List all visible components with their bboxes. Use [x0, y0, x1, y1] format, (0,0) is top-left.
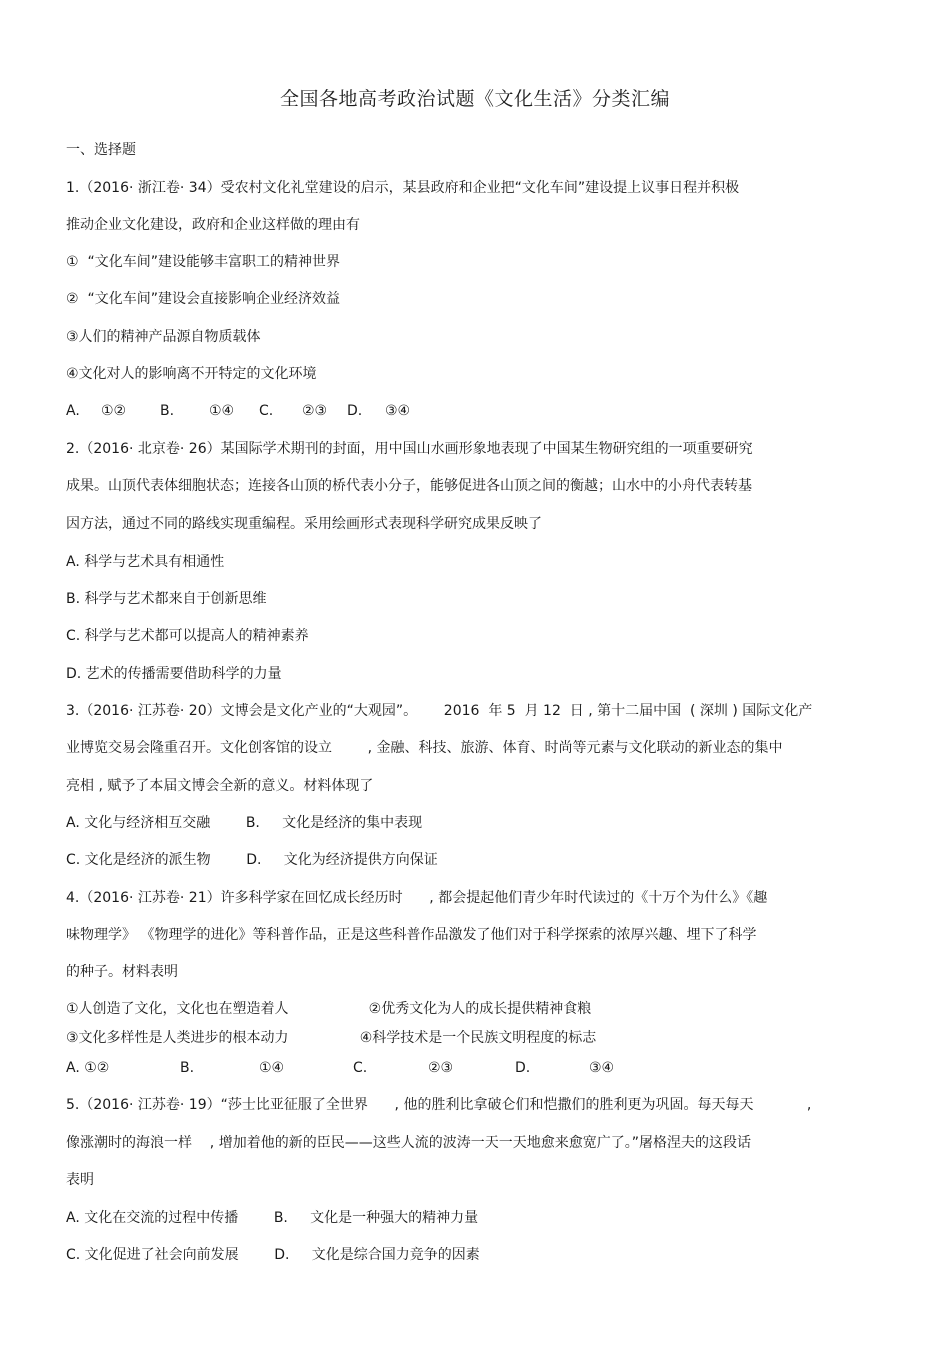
- section-heading: 一、选择题: [66, 142, 136, 158]
- q1-statement-2: ② “文化车间”建设会直接影响企业经济效益: [66, 291, 340, 307]
- q1-option-a-value: ①②: [101, 403, 127, 419]
- q4-stem-line-2: 味物理学》 《物理学的进化》等科普作品，正是这些科普作品激发了他们对于科学探索的浓厚兴趣、埋下了科学: [66, 927, 757, 943]
- q3-options-ab: A. 文化与经济相互交融 B. 文化是经济的集中表现: [66, 815, 423, 831]
- q1-option-c-value: ②③: [302, 403, 328, 419]
- q1-statement-3: ③人们的精神产品源自物质载体: [66, 329, 261, 345]
- q4-option-d-letter: D.: [515, 1060, 531, 1076]
- q4-statements-34: ③文化多样性是人类进步的根本动力 ④科学技术是一个民族文明程度的标志: [66, 1030, 597, 1046]
- q4-stem-line-1: 4.（2016· 江苏卷· 21）许多科学家在回忆成长经历时 , 都会提起他们青少年时代读过的《十万个为什么》《趣: [66, 890, 768, 906]
- q1-option-d-letter: D.: [347, 403, 363, 419]
- q3-options-cd: C. 文化是经济的派生物 D. 文化为经济提供方向保证: [66, 852, 438, 868]
- q2-stem-line-1: 2.（2016· 北京卷· 26）某国际学术期刊的封面，用中国山水画形象地表现了中国某生物研究组的一项重要研究: [66, 441, 753, 457]
- q1-option-c-letter: C.: [259, 403, 274, 419]
- q2-option-c: C. 科学与艺术都可以提高人的精神素养: [66, 628, 309, 644]
- q5-stem-line-3: 表明: [66, 1172, 94, 1188]
- q2-stem-line-2: 成果。山顶代表体细胞状态；连接各山顶的桥代表小分子，能够促进各山顶之间的衡越；山水中的小舟代表转基: [66, 478, 752, 494]
- q2-option-b: B. 科学与艺术都来自于创新思维: [66, 591, 267, 607]
- q4-option-c-value: ②③: [428, 1060, 454, 1076]
- q4-option-d-value: ③④: [589, 1060, 615, 1076]
- q3-stem-line-3: 亮相 , 赋予了本届文博会全新的意义。材料体现了: [66, 778, 374, 794]
- q2-stem-line-3: 因方法，通过不同的路线实现重编程。采用绘画形式表现科学研究成果反映了: [66, 516, 542, 532]
- q1-statement-1: ① “文化车间”建设能够丰富职工的精神世界: [66, 254, 340, 270]
- q4-stem-line-3: 的种子。材料表明: [66, 964, 178, 980]
- q5-stem-line-1: 5.（2016· 江苏卷· 19）“莎士比亚征服了全世界 , 他的胜利比拿破仑们和恺撒们的胜利更为巩固。每天每天 ,: [66, 1097, 812, 1113]
- q3-stem-line-1: 3.（2016· 江苏卷· 20）文博会是文化产业的“大观园”。 2016 年 5 月 12 日 , 第十二届中国 ( 深圳 ) 国际文化产: [66, 703, 813, 719]
- q1-stem-line-1: 1.（2016· 浙江卷· 34）受农村文化礼堂建设的启示，某县政府和企业把“文化车间”建设提上议事日程并积极: [66, 180, 740, 196]
- q2-option-d: D. 艺术的传播需要借助科学的力量: [66, 666, 282, 682]
- q1-statement-4: ④文化对人的影响离不开特定的文化环境: [66, 366, 317, 382]
- q4-statements-12: ①人创造了文化，文化也在塑造着人 ②优秀文化为人的成长提供精神食粮: [66, 1001, 592, 1017]
- q3-stem-line-2: 业博览交易会隆重召开。文化创客馆的设立 , 金融、科技、旅游、体育、时尚等元素与文化联动的新业态的集中: [66, 740, 783, 756]
- page-title: 全国各地高考政治试题《文化生活》分类汇编: [279, 88, 670, 110]
- q4-option-c-letter: C.: [353, 1060, 368, 1076]
- q5-stem-line-2: 像涨潮时的海浪一样 , 增加着他的新的臣民——这些人流的波涛一天一天地愈来愈宽广了。”屠格涅夫的这段话: [66, 1135, 751, 1151]
- q1-option-b-letter: B.: [160, 403, 175, 419]
- q5-options-cd: C. 文化促进了社会向前发展 D. 文化是综合国力竞争的因素: [66, 1247, 480, 1263]
- q4-option-b-letter: B.: [180, 1060, 195, 1076]
- q2-option-a: A. 科学与艺术具有相通性: [66, 554, 225, 570]
- q4-option-a: A. ①②: [66, 1060, 110, 1076]
- q1-option-b-value: ①④: [209, 403, 235, 419]
- q5-options-ab: A. 文化在交流的过程中传播 B. 文化是一种强大的精神力量: [66, 1210, 479, 1226]
- q4-option-b-value: ①④: [259, 1060, 285, 1076]
- q1-option-d-value: ③④: [385, 403, 411, 419]
- q1-stem-line-2: 推动企业文化建设，政府和企业这样做的理由有: [66, 217, 360, 233]
- q1-option-a-letter: A.: [66, 403, 80, 419]
